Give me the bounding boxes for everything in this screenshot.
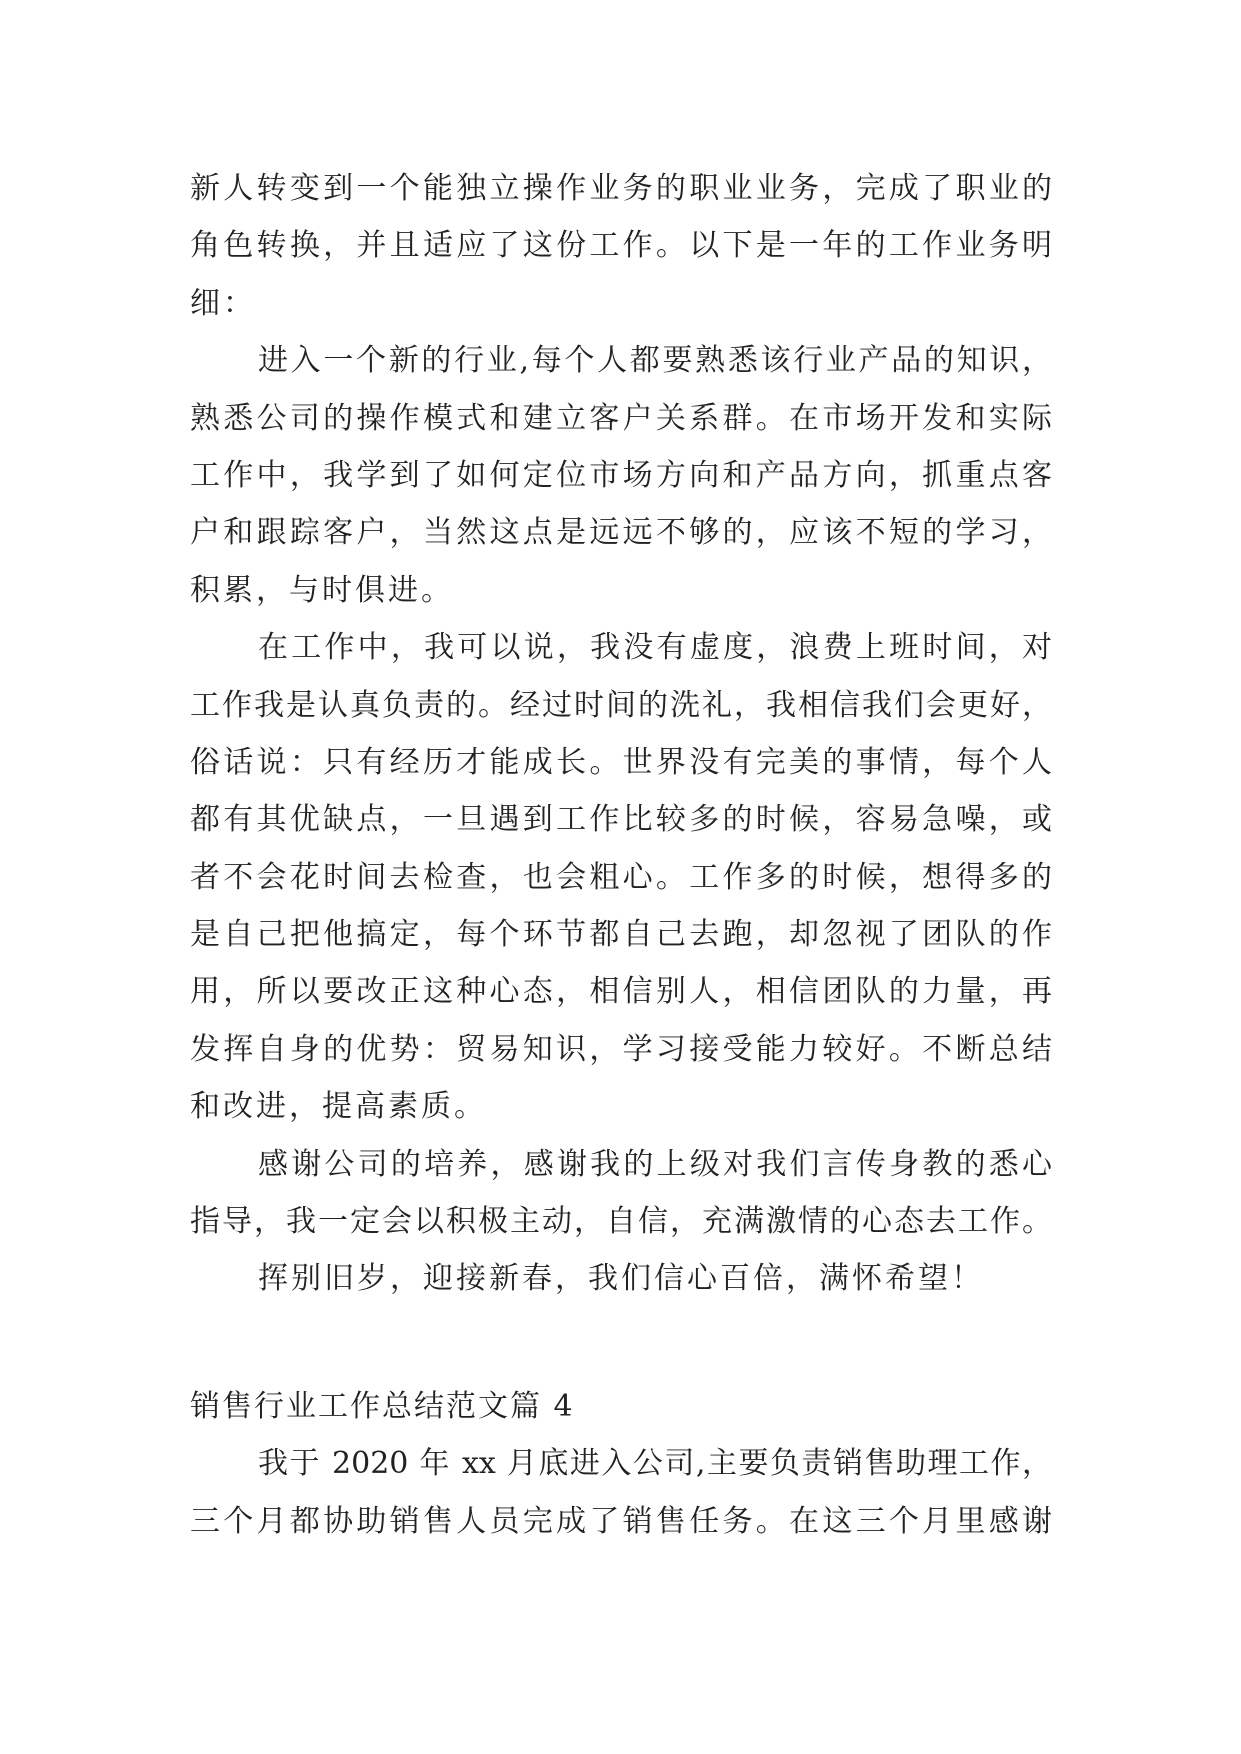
text-line: 指导，我一定会以积极主动，自信，充满激情的心态去工作。 bbox=[190, 1204, 1052, 1240]
paragraph bbox=[190, 619, 1052, 1136]
text-line: 俗话说：只有经历才能成长。世界没有完美的事情，每个人 bbox=[190, 744, 1052, 780]
section-heading: 销售行业工作总结范文篇 4 bbox=[190, 1388, 575, 1424]
text-line: 工作我是认真负责的。经过时间的洗礼，我相信我们会更好， bbox=[190, 687, 1052, 723]
paragraph bbox=[190, 160, 1052, 332]
text-line: 是自己把他搞定，每个环节都自己去跑，却忽视了团队的作 bbox=[190, 917, 1052, 953]
paragraph bbox=[190, 332, 1052, 619]
section bbox=[190, 1378, 1052, 1550]
text-line: 在工作中，我可以说，我没有虚度，浪费上班时间，对 bbox=[258, 630, 1052, 666]
text-line: 熟悉公司的操作模式和建立客户关系群。在市场开发和实际 bbox=[190, 400, 1052, 436]
text-line: 用，所以要改正这种心态，相信别人，相信团队的力量，再 bbox=[190, 974, 1052, 1010]
text-line: 工作中，我学到了如何定位市场方向和产品方向，抓重点客 bbox=[190, 457, 1052, 493]
paragraph bbox=[190, 1136, 1052, 1251]
text-line: 者不会花时间去检查，也会粗心。工作多的时候，想得多的 bbox=[190, 859, 1052, 895]
text-line: 角色转换，并且适应了这份工作。以下是一年的工作业务明 bbox=[190, 228, 1052, 264]
text-line: 积累，与时俱进。 bbox=[190, 572, 454, 608]
section-gap bbox=[190, 1308, 1052, 1378]
text-line: 感谢公司的培养，感谢我的上级对我们言传身教的悉心 bbox=[258, 1146, 1052, 1182]
text-line: 我于 2020 年 xx 月底进入公司,主要负责销售助理工作， bbox=[258, 1446, 1052, 1482]
text-line: 挥别旧岁，迎接新春，我们信心百倍，满怀希望！ bbox=[258, 1261, 984, 1297]
text-line: 和改进，提高素质。 bbox=[190, 1089, 487, 1125]
text-line: 三个月都协助销售人员完成了销售任务。在这三个月里感谢 bbox=[190, 1503, 1052, 1539]
text-line: 细： bbox=[190, 285, 256, 321]
text-line: 户和跟踪客户，当然这点是远远不够的，应该不短的学习， bbox=[190, 515, 1052, 551]
document-body bbox=[190, 160, 1052, 1550]
text-line: 新人转变到一个能独立操作业务的职业业务，完成了职业的 bbox=[190, 171, 1052, 206]
text-line: 都有其优缺点，一旦遇到工作比较多的时候，容易急噪，或 bbox=[190, 802, 1052, 838]
paragraph bbox=[190, 1250, 1052, 1307]
text-line: 发挥自身的优势：贸易知识，学习接受能力较好。不断总结 bbox=[190, 1031, 1052, 1067]
text-line: 进入一个新的行业,每个人都要熟悉该行业产品的知识， bbox=[258, 343, 1052, 379]
